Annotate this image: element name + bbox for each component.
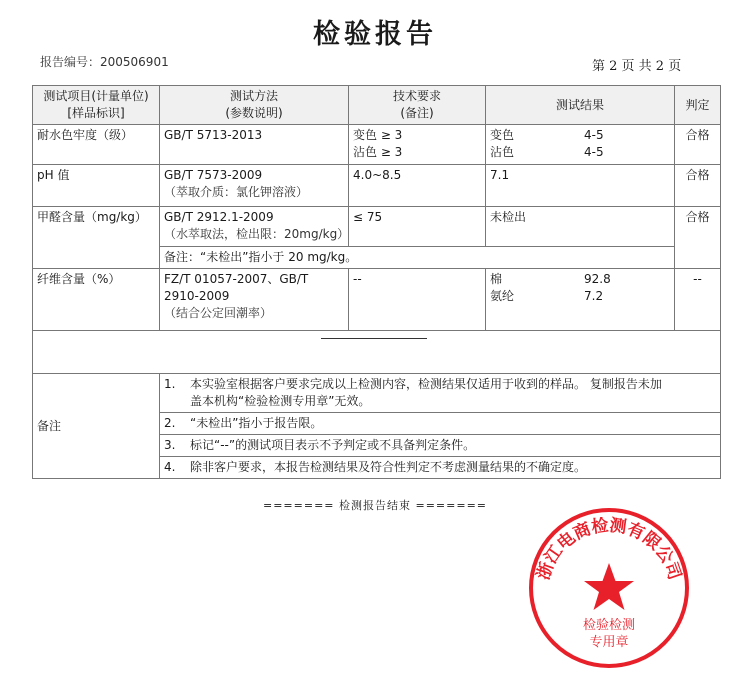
report-number: 报告编号：200506901 bbox=[40, 55, 169, 69]
remarks-row bbox=[33, 374, 721, 479]
seal-star-icon bbox=[584, 563, 634, 610]
blank-divider-row bbox=[33, 331, 721, 374]
cell-result: 未检出 bbox=[486, 207, 675, 247]
header-requirement: 技术要求 (备注) bbox=[349, 86, 486, 125]
remark-item: 4. 除非客户要求，本报告检测结果及符合性判定不考虑测量结果的不确定度。 bbox=[164, 460, 587, 474]
table-row bbox=[33, 165, 721, 207]
table-row bbox=[33, 269, 721, 331]
cell-result: 7.1 bbox=[486, 165, 675, 207]
report-end-marker: ======= 检测报告结束 ======= bbox=[262, 499, 488, 512]
table-row bbox=[33, 125, 721, 165]
cell-verdict: 合格 bbox=[675, 125, 721, 165]
cell-result: 变色 4-5 沾色 4-5 bbox=[486, 125, 675, 165]
header-verdict: 判定 bbox=[675, 86, 721, 125]
cell-method: FZ/T 01057-2007、GB/T 2910-2009 （结合公定回潮率） bbox=[160, 269, 349, 331]
table-header-row bbox=[33, 86, 721, 125]
divider-line bbox=[321, 338, 427, 339]
remarks-label: 备注 bbox=[33, 374, 160, 479]
cell-result: 棉 92.8 氨纶 7.2 bbox=[486, 269, 675, 331]
report-title: 检验报告 bbox=[313, 19, 437, 50]
cell-requirement: 变色 ≥ 3 沾色 ≥ 3 bbox=[349, 125, 486, 165]
cell-item: 甲醛含量（mg/kg） bbox=[33, 207, 160, 269]
results-table bbox=[32, 85, 721, 479]
remark-item: 2. “未检出”指小于报告限。 bbox=[160, 413, 720, 435]
cell-requirement: -- bbox=[349, 269, 486, 331]
seal-line-2: 专用章 bbox=[589, 635, 629, 650]
remark-item: 1. 本实验室根据客户要求完成以上检测内容，检测结果仅适用于收到的样品。 复制报告未加 盖本机构“检验检测专用章”无效。 bbox=[160, 374, 720, 413]
remark-item: 3. 标记“--”的测试项目表示不予判定或不具备判定条件。 bbox=[160, 435, 720, 457]
table-row bbox=[33, 207, 721, 247]
seal-line-1: 检验检测 bbox=[582, 618, 636, 633]
remarks-content bbox=[160, 374, 721, 479]
cell-method: GB/T 5713-2013 bbox=[160, 125, 349, 165]
cell-method: GB/T 2912.1-2009 （水萃取法，检出限：20mg/kg） bbox=[160, 207, 349, 247]
cell-requirement: ≤ 75 bbox=[349, 207, 486, 247]
official-seal bbox=[526, 505, 692, 671]
cell-requirement: 4.0~8.5 bbox=[349, 165, 486, 207]
cell-item: 纤维含量（%） bbox=[33, 269, 160, 331]
cell-item: pH 值 bbox=[33, 165, 160, 207]
cell-verdict: -- bbox=[675, 269, 721, 331]
page-number: 第 2 页 共 2 页 bbox=[592, 59, 682, 74]
cell-verdict: 合格 bbox=[675, 165, 721, 207]
header-test-item: 测试项目(计量单位) [样品标识] bbox=[33, 86, 160, 125]
seal-company-name: 浙江电商检测有限公司 bbox=[533, 515, 685, 583]
header-test-method: 测试方法 (参数说明) bbox=[160, 86, 349, 125]
cell-verdict: 合格 bbox=[675, 207, 721, 269]
cell-method: GB/T 7573-2009 （萃取介质：氯化钾溶液） bbox=[160, 165, 349, 207]
formaldehyde-remark: 备注：“未检出”指小于 20 mg/kg。 bbox=[160, 247, 675, 269]
header-result: 测试结果 bbox=[486, 86, 675, 125]
cell-item: 耐水色牢度（级） bbox=[33, 125, 160, 165]
